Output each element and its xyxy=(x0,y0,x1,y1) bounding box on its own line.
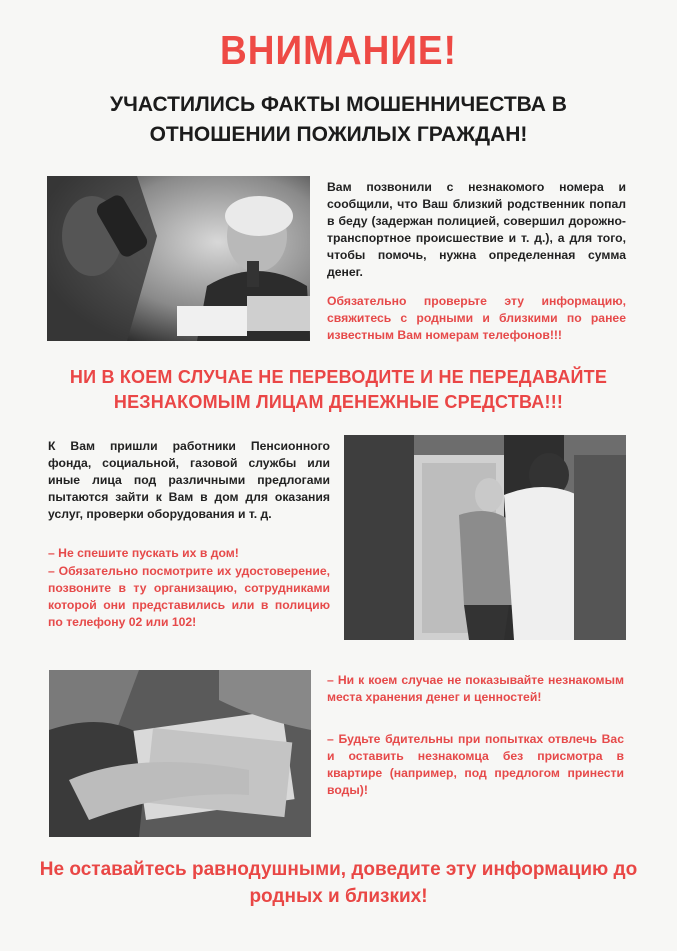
warning-banner: НИ В КОЕМ СЛУЧАЕ НЕ ПЕРЕВОДИТЕ И НЕ ПЕРЕДАВАЙТЕ НЕЗНАКОМЫМ ЛИЦАМ ДЕНЕЖНЫЕ СРЕДСТВА!!! xyxy=(69,367,608,412)
photo-elderly-woman-phone xyxy=(47,176,310,341)
page-subtitle: УЧАСТИЛИСЬ ФАКТЫ МОШЕННИЧЕСТВА В ОТНОШЕНИИ ПОЖИЛЫХ ГРАЖДАН! xyxy=(110,93,567,146)
section2-advice-1: – Не спешите пускать их в дом! xyxy=(48,546,239,560)
section2-advice-2: – Обязательно посмотрите их удостоверение, позвоните в ту организацию, сотрудниками которой они представились или в полицию по телефону 02 или 102! xyxy=(48,564,330,629)
section1-text: Вам позвонили с незнакомого номера и сообщили, что Ваш близкий родственник попал в беду (задержан полицией, совершил дорожно-транспортное происшествие и т. д.), а для того, чтобы помочь, нужна определенная сумма денег. xyxy=(327,180,626,279)
photo-woman-at-door xyxy=(344,435,626,640)
section2-text: К Вам пришли работники Пенсионного фонда, социальной, газовой службы или иные лица под различными предлогами пытаются зайти к Вам в дом для оказания услуг, проверки оборудования и т. д. xyxy=(48,439,330,521)
photo-hands-money xyxy=(49,670,311,837)
page-title: ВНИМАНИЕ! xyxy=(220,27,457,73)
section3-advice-2: – Будьте бдительны при попытках отвлечь Вас и оставить незнакомца без присмотра в квартире (например, под предлогом принести воды)! xyxy=(327,732,624,797)
footer-appeal: Не оставайтесь равнодушными, доведите эту информацию до родных и близких! xyxy=(39,859,638,907)
section3-advice-1: – Ни к коем случае не показывайте незнакомым места хранения денег и ценностей! xyxy=(327,673,624,704)
section1-advice: Обязательно проверьте эту информацию, свяжитесь с родными и близкими по ранее известным Вам номерам телефонов!!! xyxy=(327,294,626,342)
